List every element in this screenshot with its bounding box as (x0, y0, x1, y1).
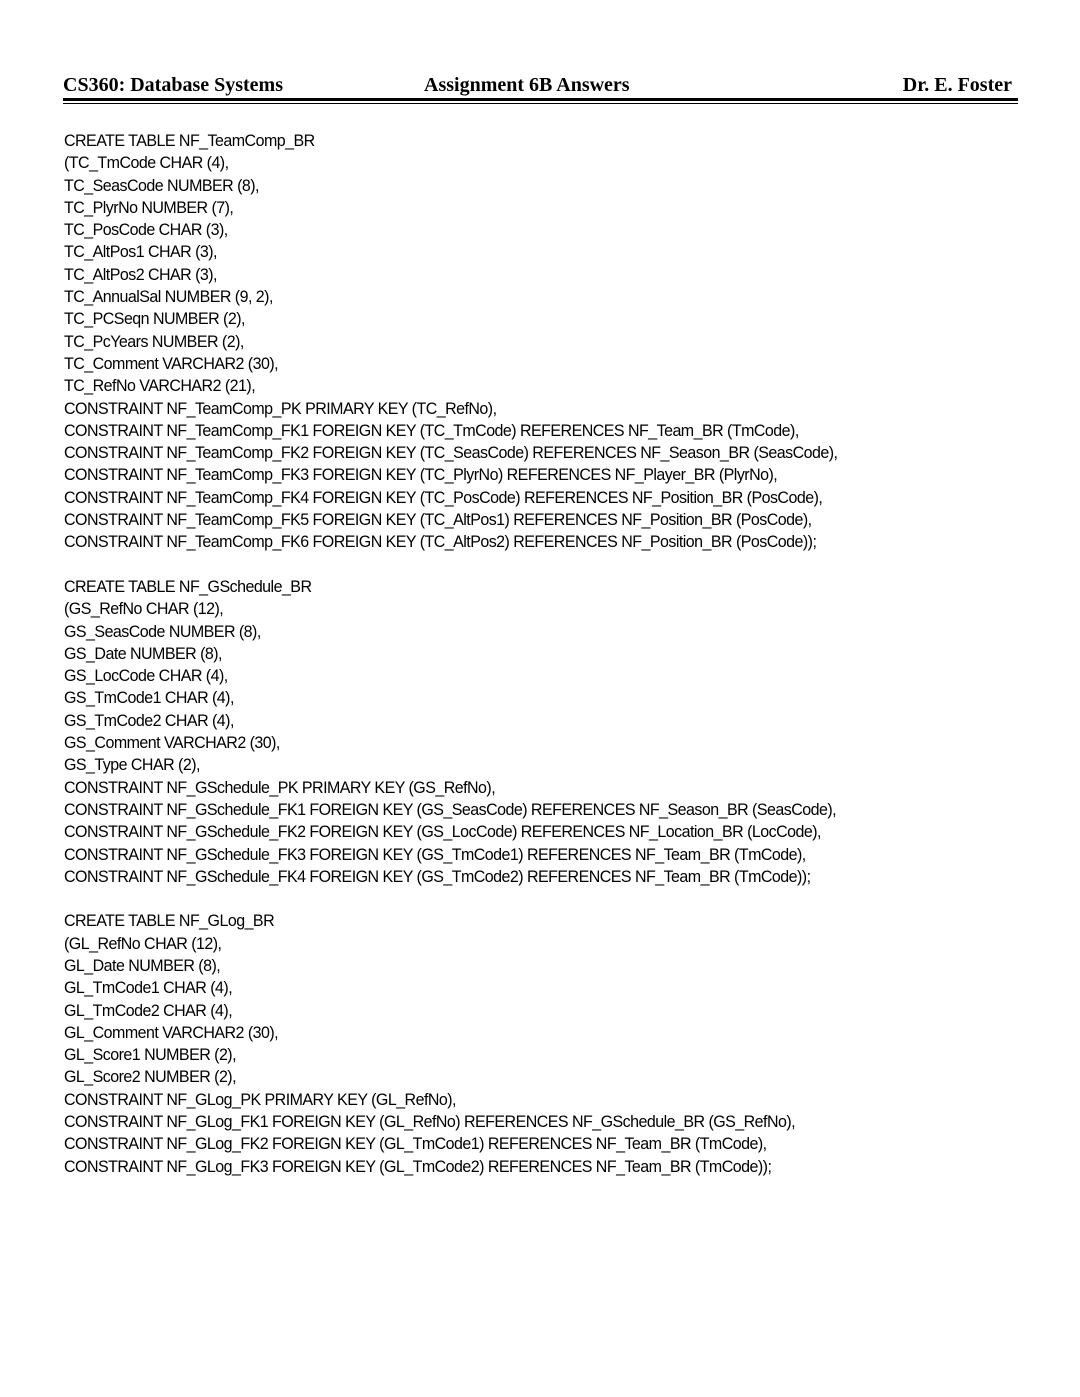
sql-line: TC_AnnualSal NUMBER (9, 2), (64, 288, 273, 307)
sql-line: CONSTRAINT NF_TeamComp_FK5 FOREIGN KEY (TC_AltPos1) REFERENCES NF_Position_BR (PosCode), (64, 511, 812, 530)
sql-line: GS_Date NUMBER (8), (64, 644, 222, 663)
author-name: Dr. E. Foster (902, 74, 1012, 96)
sql-line: TC_PCSeqn NUMBER (2), (64, 310, 245, 329)
sql-line: CONSTRAINT NF_GSchedule_FK4 FOREIGN KEY (GS_TmCode2) REFERENCES NF_Team_BR (TmCode)); (64, 867, 811, 886)
sql-line: (TC_TmCode CHAR (4), (64, 154, 229, 173)
sql-line: CONSTRAINT NF_GLog_FK3 FOREIGN KEY (GL_TmCode2) REFERENCES NF_Team_BR (TmCode)); (64, 1157, 772, 1176)
sql-line: (GS_RefNo CHAR (12), (64, 600, 224, 619)
block-spacer (64, 888, 989, 910)
sql-line: CONSTRAINT NF_TeamComp_FK6 FOREIGN KEY (TC_AltPos2) REFERENCES NF_Position_BR (PosCode)); (64, 533, 817, 552)
sql-answer-body (64, 130, 989, 1178)
assignment-title: Assignment 6B Answers (424, 74, 630, 96)
sql-line: CONSTRAINT NF_TeamComp_FK1 FOREIGN KEY (TC_TmCode) REFERENCES NF_Team_BR (TmCode), (64, 421, 799, 440)
sql-line: CONSTRAINT NF_GSchedule_PK PRIMARY KEY (GS_RefNo), (64, 778, 496, 797)
sql-line: GL_Score1 NUMBER (2), (64, 1046, 237, 1065)
sql-line: GL_Date NUMBER (8), (64, 956, 221, 975)
sql-line: GS_TmCode1 CHAR (4), (64, 689, 234, 708)
sql-line: GS_TmCode2 CHAR (4), (64, 711, 234, 730)
course-title: CS360: Database Systems (63, 74, 283, 96)
sql-line: TC_RefNo VARCHAR2 (21), (64, 377, 256, 396)
header-rule-thick (63, 98, 1018, 101)
sql-line: CREATE TABLE NF_GSchedule_BR (64, 577, 312, 596)
sql-line: CONSTRAINT NF_GSchedule_FK1 FOREIGN KEY (GS_SeasCode) REFERENCES NF_Season_BR (SeasCode), (64, 800, 837, 819)
sql-line: CONSTRAINT NF_TeamComp_PK PRIMARY KEY (TC_RefNo), (64, 399, 497, 418)
sql-line: GL_Score2 NUMBER (2), (64, 1068, 237, 1087)
sql-line: CONSTRAINT NF_GSchedule_FK3 FOREIGN KEY (GS_TmCode1) REFERENCES NF_Team_BR (TmCode), (64, 845, 806, 864)
sql-line: CONSTRAINT NF_TeamComp_FK2 FOREIGN KEY (TC_SeasCode) REFERENCES NF_Season_BR (SeasCode), (64, 444, 838, 463)
sql-line: TC_PcYears NUMBER (2), (64, 332, 244, 351)
sql-line: TC_PlyrNo NUMBER (7), (64, 198, 234, 217)
sql-line: CONSTRAINT NF_TeamComp_FK4 FOREIGN KEY (TC_PosCode) REFERENCES NF_Position_BR (PosCode), (64, 488, 823, 507)
sql-line: TC_SeasCode NUMBER (8), (64, 176, 259, 195)
sql-line: TC_AltPos1 CHAR (3), (64, 243, 217, 262)
sql-line: CONSTRAINT NF_GSchedule_FK2 FOREIGN KEY (GS_LocCode) REFERENCES NF_Location_BR (LocCode), (64, 823, 821, 842)
sql-line: GL_TmCode1 CHAR (4), (64, 979, 233, 998)
sql-line: (GL_RefNo CHAR (12), (64, 934, 222, 953)
sql-line: GS_Comment VARCHAR2 (30), (64, 734, 280, 753)
sql-line: GL_TmCode2 CHAR (4), (64, 1001, 233, 1020)
sql-line: CREATE TABLE NF_GLog_BR (64, 912, 275, 931)
sql-create-table-block (64, 576, 989, 888)
sql-line: GS_SeasCode NUMBER (8), (64, 622, 261, 641)
sql-line: CONSTRAINT NF_GLog_PK PRIMARY KEY (GL_RefNo), (64, 1090, 456, 1109)
sql-create-table-block (64, 910, 989, 1178)
page-header (63, 72, 1018, 98)
block-spacer (64, 554, 989, 576)
sql-line: CONSTRAINT NF_GLog_FK2 FOREIGN KEY (GL_TmCode1) REFERENCES NF_Team_BR (TmCode), (64, 1135, 767, 1154)
sql-line: GS_LocCode CHAR (4), (64, 667, 228, 686)
sql-line: CONSTRAINT NF_TeamComp_FK3 FOREIGN KEY (TC_PlyrNo) REFERENCES NF_Player_BR (PlyrNo), (64, 466, 778, 485)
sql-line: CONSTRAINT NF_GLog_FK1 FOREIGN KEY (GL_RefNo) REFERENCES NF_GSchedule_BR (GS_RefNo), (64, 1113, 796, 1132)
sql-create-table-block (64, 130, 989, 554)
header-rule-thin (63, 103, 1018, 104)
sql-line: TC_PosCode CHAR (3), (64, 221, 228, 240)
sql-line: GS_Type CHAR (2), (64, 756, 200, 775)
sql-line: GL_Comment VARCHAR2 (30), (64, 1023, 279, 1042)
sql-line: TC_Comment VARCHAR2 (30), (64, 354, 279, 373)
sql-line: TC_AltPos2 CHAR (3), (64, 265, 217, 284)
sql-line: CREATE TABLE NF_TeamComp_BR (64, 132, 315, 150)
